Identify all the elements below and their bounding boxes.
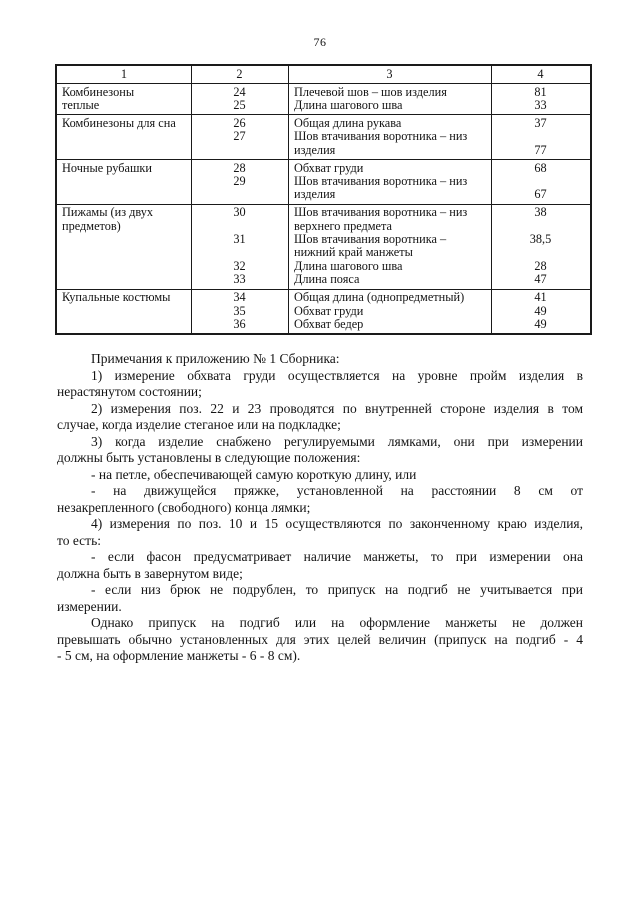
measurement-row [191, 206, 590, 233]
value-text: 49 [534, 317, 547, 331]
value-cell [491, 305, 590, 318]
note-line: 4) измерения по поз. 10 и 15 осуществляются по законченному краю изделия, [91, 516, 583, 532]
value-cell [491, 206, 590, 233]
item-name-line: Пижамы (из двух [62, 206, 154, 220]
position-cell: 35 [233, 303, 246, 318]
description-line: Шов втачивания воротника – низ [294, 206, 468, 220]
column-divider [288, 205, 289, 289]
note-line: измерении. [57, 598, 122, 614]
value-text: 77 [534, 142, 547, 157]
position-cell: 24 [233, 84, 246, 99]
description-line: Длина шагового шва [294, 259, 403, 273]
column-divider [191, 290, 192, 334]
column-divider [288, 84, 289, 114]
measurements-table [55, 64, 592, 335]
note-line: незакрепленного (свободного) конца лямки; [57, 499, 311, 515]
description-cell [288, 305, 491, 318]
table-group-row [57, 84, 590, 114]
column-divider [288, 290, 289, 334]
value-text: 49 [534, 303, 547, 318]
value-cell [491, 233, 590, 260]
note-line: 2) измерения поз. 22 и 23 проводятся по внутренней стороне изделия в том [91, 400, 583, 416]
description-line: Общая длина рукава [294, 116, 402, 130]
description-line: нижний край манжеты [294, 246, 413, 260]
measurement-rows [191, 206, 590, 286]
description-line: Общая длина (однопредметный) [294, 291, 465, 305]
value-text: 68 [534, 160, 547, 175]
note-line: случае, когда изделие стеганое или на подкладке; [57, 417, 341, 433]
table-group-row [57, 114, 590, 159]
description-line: Обхват груди [294, 304, 364, 318]
item-name-line: Комбинезоны для сна [62, 116, 176, 130]
description-cell [288, 175, 491, 202]
value-cell [491, 99, 590, 112]
column-divider [491, 160, 492, 204]
note-line: должна быть в завернутом виде; [57, 565, 243, 581]
item-name-cell [57, 291, 191, 331]
column-divider [491, 205, 492, 289]
position-cell: 29 [233, 173, 246, 188]
table-group-row [57, 159, 590, 204]
table-group-row [57, 204, 590, 289]
table-header-cell: 2 [236, 66, 243, 81]
column-divider [491, 84, 492, 114]
position-cell: 26 [233, 115, 246, 130]
note-line: - если фасон предусматривает наличие манжеты, то при измерении она [91, 549, 583, 565]
measurement-row [191, 291, 590, 304]
value-text: 28 [534, 258, 547, 273]
description-line: Длина пояса [294, 273, 360, 287]
position-cell: 36 [233, 317, 246, 331]
value-cell [491, 175, 590, 202]
position-cell: 28 [233, 160, 246, 175]
measurement-row [191, 233, 590, 260]
description-line: Длина шагового шва [294, 98, 403, 112]
measurement-rows [191, 162, 590, 202]
value-cell [491, 273, 590, 286]
value-text: 33 [534, 97, 547, 112]
item-name-cell [57, 162, 191, 202]
item-name-line: Купальные костюмы [62, 291, 171, 305]
note-line: Однако припуск на подгиб или на оформление манжеты не должен [91, 615, 583, 631]
table-header-cell: 3 [386, 66, 393, 81]
table-header-cell: 4 [537, 66, 544, 81]
value-cell [491, 117, 590, 130]
note-line: 3) когда изделие снабжено регулируемыми лямками, они при измерении [91, 433, 583, 449]
item-name-line: Ночные рубашки [62, 161, 152, 175]
column-divider [288, 66, 289, 83]
description-cell [288, 318, 491, 331]
position-cell: 31 [233, 232, 246, 247]
description-line: Шов втачивания воротника – низ [294, 130, 468, 144]
column-divider [491, 115, 492, 159]
column-divider [191, 84, 192, 114]
value-text: 47 [534, 272, 547, 287]
position-cell: 27 [233, 129, 246, 144]
note-line: - на петле, обеспечивающей самую короткую длину, или [91, 466, 417, 482]
position-cell: 33 [233, 272, 246, 287]
note-line: 1) измерение обхвата груди осуществляется на уровне пройм изделия в [91, 367, 583, 383]
measurement-row [191, 318, 590, 331]
note-line: должны быть установлены в следующие положения: [57, 450, 361, 466]
description-cell [288, 86, 491, 99]
measurement-row [191, 273, 590, 286]
description-cell [288, 206, 491, 233]
measurement-row [191, 130, 590, 157]
value-cell [491, 162, 590, 175]
measurement-rows [191, 86, 590, 113]
measurement-row [191, 86, 590, 99]
description-line: Шов втачивания воротника – низ [294, 174, 468, 188]
position-cell: 30 [233, 205, 246, 220]
column-divider [288, 160, 289, 204]
item-name-cell [57, 86, 191, 113]
value-cell [491, 291, 590, 304]
value-cell [491, 130, 590, 157]
measurement-row [191, 305, 590, 318]
measurement-rows [191, 117, 590, 157]
value-cell [491, 86, 590, 99]
note-line: - если низ брюк не подрублен, то припуск на подгиб не учитывается при [91, 582, 583, 598]
value-cell [491, 318, 590, 331]
column-divider [191, 115, 192, 159]
measurement-row [191, 175, 590, 202]
description-cell [288, 273, 491, 286]
item-name-line: Комбинезоны [62, 85, 135, 99]
column-divider [288, 115, 289, 159]
table-header-cell: 1 [120, 66, 128, 81]
notes-section [57, 351, 583, 665]
note-line: то есть: [57, 532, 101, 548]
value-text: 41 [534, 290, 547, 305]
column-divider [191, 160, 192, 204]
column-divider [491, 290, 492, 334]
description-cell [288, 117, 491, 130]
note-line: Примечания к приложению № 1 Сборника: [91, 351, 340, 367]
position-cell: 25 [233, 97, 246, 112]
description-line: Обхват бедер [294, 318, 364, 331]
description-cell [288, 260, 491, 273]
description-cell [288, 291, 491, 304]
measurement-row [191, 117, 590, 130]
value-text: 67 [534, 187, 547, 202]
item-name-line: предметов) [62, 219, 121, 233]
description-cell [288, 233, 491, 260]
position-cell: 34 [233, 290, 246, 305]
measurement-row [191, 162, 590, 175]
value-text: 38,5 [529, 232, 552, 247]
item-name-cell [57, 206, 191, 286]
value-text: 38 [534, 205, 547, 220]
table-group-row [57, 289, 590, 334]
measurement-row [191, 99, 590, 112]
note-line: - 5 см, на оформление манжеты - 6 - 8 см). [57, 648, 301, 664]
table-body [57, 84, 590, 333]
column-divider [191, 66, 192, 83]
page-number: 76 [313, 35, 327, 49]
description-line: верхнего предмета [294, 219, 392, 233]
description-cell [288, 130, 491, 157]
note-line: - на движущейся пряжке, установленной на расстоянии 8 см от [91, 483, 583, 499]
position-cell: 32 [233, 258, 246, 273]
description-line: Обхват груди [294, 161, 364, 175]
description-line: Шов втачивания воротника – [294, 233, 447, 247]
note-line: превышать обычно установленных для этих целей величин (припуск на подгиб - 4 [57, 631, 583, 647]
description-line: Плечевой шов – шов изделия [294, 85, 447, 99]
value-text: 81 [534, 84, 547, 99]
column-divider [491, 66, 492, 83]
description-cell [288, 99, 491, 112]
measurement-rows [191, 291, 590, 331]
item-name-cell [57, 117, 191, 157]
description-line: изделия [294, 143, 336, 157]
description-cell [288, 162, 491, 175]
note-line: нерастянутом состоянии; [57, 384, 202, 400]
value-cell [491, 260, 590, 273]
table-header-row [57, 66, 590, 84]
value-text: 37 [534, 115, 547, 130]
column-divider [191, 205, 192, 289]
measurement-row [191, 260, 590, 273]
description-line: изделия [294, 188, 336, 202]
item-name-line: теплые [62, 98, 100, 112]
